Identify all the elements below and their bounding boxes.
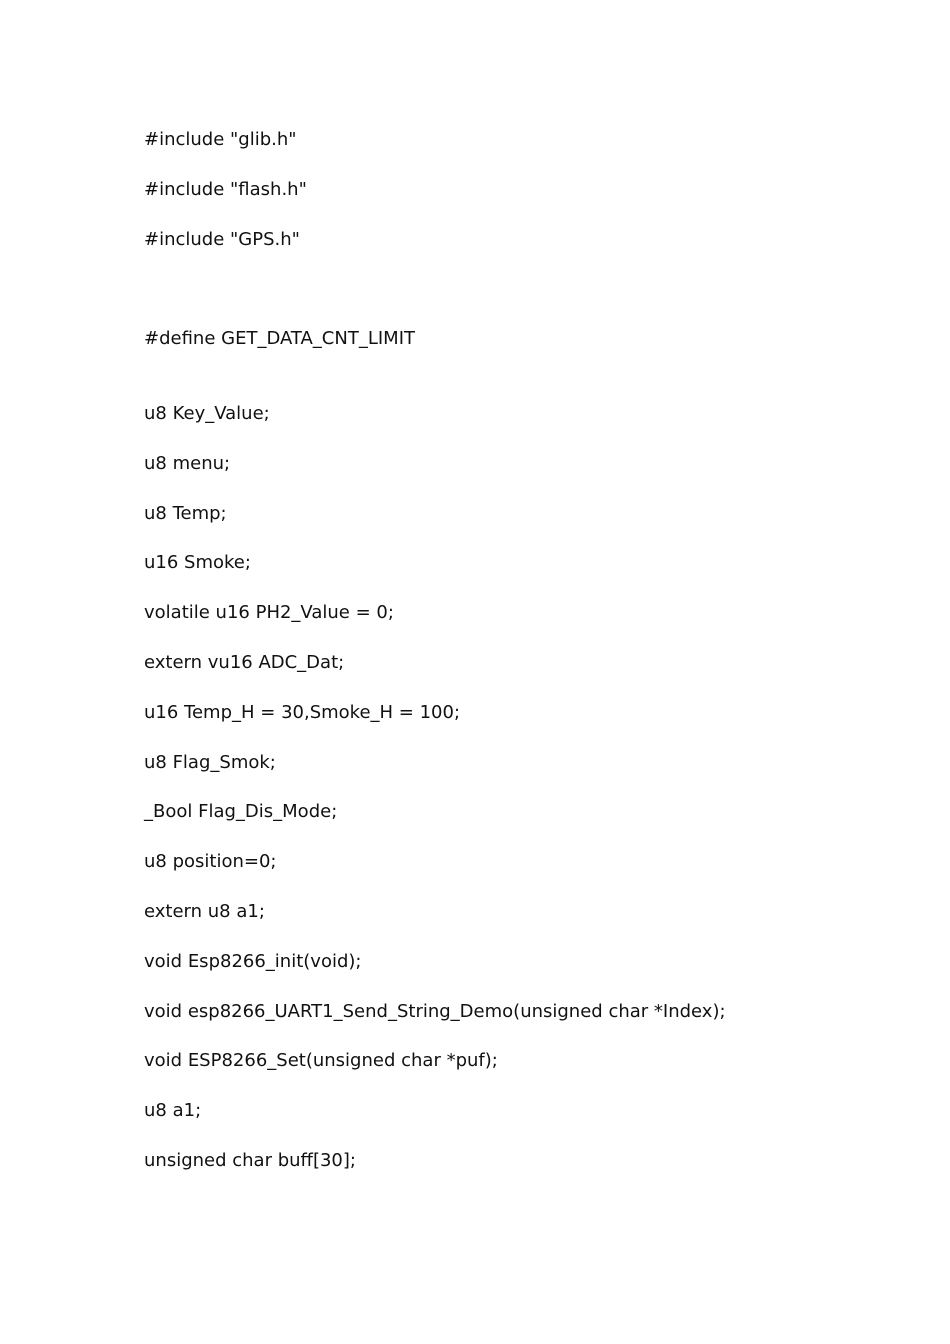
code-line-key-value: u8 Key_Value;: [144, 403, 270, 424]
code-line-adc-dat: extern vu16 ADC_Dat;: [144, 652, 345, 673]
code-line-position: u8 position=0;: [144, 851, 277, 872]
code-line-define-limit: #define GET_DATA_CNT_LIMIT: [144, 328, 416, 349]
code-line-include-glib: #include "glib.h": [144, 129, 297, 150]
code-line-temp: u8 Temp;: [144, 503, 227, 524]
code-line-flag-smok: u8 Flag_Smok;: [144, 752, 276, 773]
code-line-extern-a1: extern u8 a1;: [144, 901, 265, 922]
code-line-smoke: u16 Smoke;: [144, 552, 251, 573]
code-line-buff: unsigned char buff[30];: [144, 1150, 356, 1171]
code-line-esp8266-send: void esp8266_UART1_Send_String_Demo(unsigned char *Index);: [144, 1001, 726, 1022]
code-line-a1: u8 a1;: [144, 1100, 202, 1121]
code-line-include-flash: #include "flash.h": [144, 179, 307, 200]
code-line-ph2-value: volatile u16 PH2_Value = 0;: [144, 602, 394, 623]
code-line-esp8266-init: void Esp8266_init(void);: [144, 951, 362, 972]
code-line-thresholds: u16 Temp_H = 30,Smoke_H = 100;: [144, 702, 461, 723]
code-line-flag-dis-mode: _Bool Flag_Dis_Mode;: [144, 801, 338, 822]
code-line-include-gps: #include "GPS.h": [144, 229, 300, 250]
code-line-menu: u8 menu;: [144, 453, 231, 474]
code-line-esp8266-set: void ESP8266_Set(unsigned char *puf);: [144, 1050, 498, 1071]
